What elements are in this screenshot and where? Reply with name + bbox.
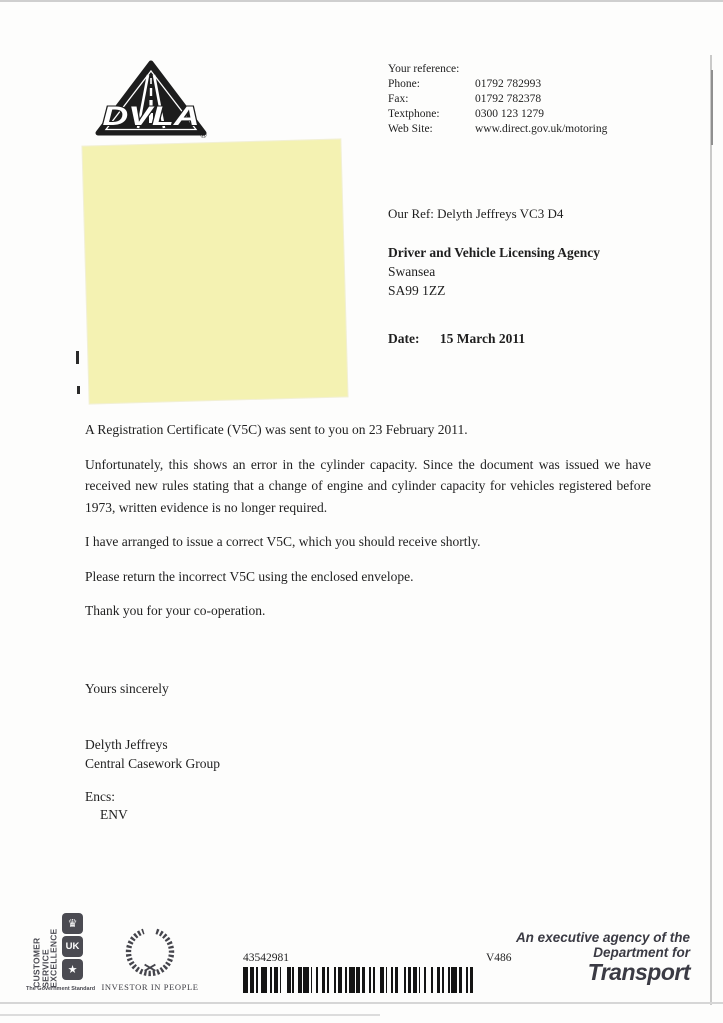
dft-line2: Department for [593, 945, 690, 960]
enclosures-block [85, 788, 128, 823]
contact-label: Textphone: [388, 108, 440, 120]
date-value: 15 March 2011 [439, 331, 526, 346]
scan-edge-top [0, 0, 723, 2]
date-row [388, 331, 525, 347]
cse-word-service: SERVICE [39, 949, 50, 988]
barcode [243, 967, 479, 993]
laurel-wreath-icon [123, 926, 177, 978]
contact-row [388, 62, 607, 77]
contact-value-textphone: 0300 123 1279 [475, 108, 544, 120]
paragraph: A Registration Certificate (V5C) was sent to you on 23 February 2011. [85, 422, 468, 437]
agency-postcode: SA99 1ZZ [388, 283, 446, 298]
cse-standard-text: The Government Standard [26, 986, 96, 992]
form-code: V486 [486, 952, 512, 964]
cse-word-customer: CUSTOMER [31, 937, 42, 988]
agency-address-block [388, 243, 600, 300]
dft-line3: Transport [587, 959, 690, 985]
crown-icon: ♛ [62, 913, 83, 934]
contact-label: Web Site: [388, 123, 433, 135]
scan-edge-right [710, 55, 712, 1005]
letter-body [85, 419, 651, 635]
signature-department: Central Casework Group [85, 756, 220, 771]
scan-edge-bottom-faint [0, 1014, 380, 1016]
registered-trademark-icon: ® [200, 130, 207, 140]
investor-in-people-logo [100, 926, 200, 992]
contact-row [388, 107, 607, 122]
contact-row [388, 122, 607, 137]
scan-edge-right-smudge [711, 70, 713, 145]
redaction-sticky-note [82, 139, 347, 403]
star-icon: ★ [62, 959, 83, 980]
contact-label: Fax: [388, 93, 409, 105]
iip-text: INVESTOR IN PEOPLE [101, 982, 199, 992]
contact-block [388, 62, 607, 137]
closing-line: Yours sincerely [85, 681, 169, 696]
cse-badges [62, 913, 83, 980]
enclosures-value: ENV [100, 806, 128, 822]
cse-word-excellence: EXCELLENCE [48, 928, 59, 988]
uk-badge: UK [62, 936, 83, 957]
enclosures-label: Encs: [85, 789, 115, 804]
contact-value-website: www.direct.gov.uk/motoring [475, 123, 608, 135]
dvla-logo-icon [93, 58, 209, 142]
paragraph: Please return the incorrect V5C using the enclosed envelope. [85, 568, 414, 584]
contact-row [388, 77, 607, 92]
covered-text-remnant [77, 386, 80, 394]
contact-label: Your reference: [388, 63, 460, 75]
contact-value-phone: 01792 782993 [475, 78, 542, 90]
paragraph: I have arranged to issue a correct V5C, which you should receive shortly. [85, 534, 481, 549]
paragraph: Unfortunately, this shows an error in the cylinder capacity. Since the document was issued we have received new rules stating that a change of engine and cylinder capacity for vehicles registered before 1973, written evidence is no longer required. [85, 456, 651, 515]
contact-row [388, 92, 607, 107]
paragraph: Thank you for your co-operation. [85, 603, 266, 618]
our-ref-line: Our Ref: Delyth Jeffreys VC3 D4 [388, 206, 564, 221]
dft-line1: An executive agency of the [515, 930, 690, 945]
covered-text-remnant [76, 351, 79, 364]
department-for-transport-logo [516, 930, 690, 984]
agency-name: Driver and Vehicle Licensing Agency [388, 245, 601, 260]
customer-service-excellence-logo [26, 910, 96, 998]
date-label: Date: [388, 331, 420, 346]
signature-block [85, 735, 220, 773]
agency-city: Swansea [388, 264, 436, 279]
scan-edge-bottom [0, 1002, 723, 1004]
contact-label: Phone: [388, 78, 420, 90]
barcode-number: 43542981 [243, 952, 289, 964]
signature-name: Delyth Jeffreys [85, 737, 168, 752]
contact-value-fax: 01792 782378 [475, 93, 542, 105]
dvla-logo-text: DVLA [102, 101, 200, 131]
cse-vertical-text [32, 914, 58, 988]
